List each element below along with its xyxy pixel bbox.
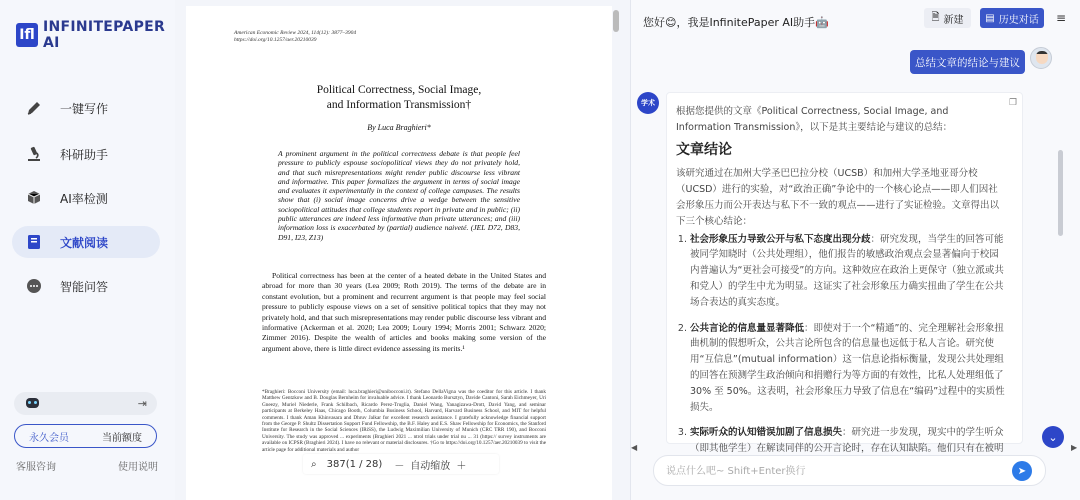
quota-label: 当前额度 [102,432,142,444]
sidebar-item-label: 一键写作 [60,101,109,116]
chat-icon [24,276,44,296]
robot-avatar-icon [26,398,39,408]
cube-icon [24,188,44,208]
paper-author: By Luca Braghieri* [367,123,431,132]
user-account-pill[interactable] [14,392,157,415]
page-indicator[interactable]: 387(1 / 28) [326,458,383,470]
user-message: 总结文章的结论与建议 [910,50,1025,74]
paper-title-line: and Information Transmission† [326,99,472,111]
logout-icon[interactable]: ⇥ [137,397,147,410]
send-button[interactable] [1012,461,1032,481]
search-icon[interactable]: ⌕ [311,458,317,470]
list-item-text: ：即使对于一个“精通”的、完全理解社会形象扭曲机制的假想听众，公共言论所包含的信息量也远低于私人言论。研究使用“互信息”(mutual information）这一信息论指标衡量，发现公共处理组的回答在预测学生政治倾向和捐赠行为等方面的有效性，比私人处理组低了 30% 至 50%。这表明，社会形象压力导致了信息在“编码”过程中的实质性损失。 [690,322,1005,413]
support-link[interactable]: 客服咨询 [16,462,56,473]
pdf-scrollbar[interactable] [613,10,619,32]
new-chat-label: 新建 [943,14,964,26]
conclusion-list [676,232,1006,473]
new-chat-button[interactable] [924,8,971,28]
zoom-select[interactable]: 自动缩放 [410,460,451,472]
sidebar-item-write[interactable] [12,92,160,124]
paper-title [186,83,612,113]
pen-icon [24,98,44,118]
history-button[interactable] [980,8,1044,28]
answer-intro: 根据您提供的文章《Political Correctness, Social Image, and Information Transmission》，以下是其主要结论与建议的总结： [676,106,953,133]
assistant-greeting: 您好😊，我是InfinitePaper AI助手🤖 [643,16,829,29]
list-item-title: 实际听众的认知错误加剧了信息损失 [690,427,843,439]
sidebar-item-literature[interactable] [12,226,160,258]
chat-scrollbar[interactable] [1058,150,1063,236]
paper-abstract: A prominent argument in the political correctness debate is that people feel pressure to publicly espouse sociopolitical views they do not privately hold, and that such misrepresentations might render public discourse less vibrant and informative. This paper formalizes the argument in terms of social image and evaluates it experimentally in the context of college campuses. The results show that (i) social image concerns drive a wedge between the sensitive sociopolitical attitudes that college students report in private and in public; (ii) public utterances are indeed less informative than private utterances; and (iii) information loss is exacerbated by (partial) audience naiveté. (JEL D72, D83, D91, I23, Z13) [278,149,520,242]
assistant-answer [666,92,1023,455]
list-item-title: 公共言论的信息量显著降低 [690,322,805,334]
list-item [690,321,1006,416]
bot-avatar: 学术 [637,92,659,114]
membership-badge[interactable] [14,424,157,448]
sidebar-item-research[interactable] [12,138,160,170]
answer-paragraph: 该研究通过在加州大学圣巴巴拉分校（UCSB）和加州大学圣地亚哥分校（UCSD）进行的实验，对“政治正确”争论中的一个核心论点——即人们因社会形象压力而公开表达与私下不一致的观点——进行了实证检验。文章得出以下三个核心结论： [676,168,1000,227]
chat-input-box [653,455,1046,486]
chat-panel [631,0,1080,500]
history-label: 历史对话 [998,14,1039,26]
journal-citation: American Economic Review 2024, 114(12): 3877–3904 [234,30,357,36]
zoom-in-button[interactable]: ＋ [456,460,467,472]
paper-footnote: *Braghieri: Bocconi University (email: luca.braghieri@unibocconi.it). Stefano DellaVigna was the coeditor for this article. I thank Matthew Gentzkow and B. Douglas Bernheim for invaluable advice. I thank Leonardo Bursztyn, Davide Cantoni, Sarah Eichmeyer, Uri Gneezy, Muriel Niederle, Frank Schilbach, Ricardo Perez-Truglia, Daniel Wang, Yanagizawa-Drott, David Yang, and seminar participants at Berkeley Haas, Chicago Booth, Columbia Business School, Harvard, Harvard Business School, and MIT for helpful comments. I thank Aman Khinvasara and Dhruv Jalkar for excellent research assistance. I gratefully acknowledge financial support from the George P. Shultz Dissertation Support Fund Fellowship, the B.F. Haley and E.S. Shaw Fellowship for Economics, the Stanford Institute for Research in the Social Sciences (IRiSS), the Ludwig Maximilian University of Munich (CRC TRR 190), and Bocconi University. The study was approved ... experiments (Braghieri 2021 ... ntrol trials under trial nu ... 31 (https:// survey instruments are available on ICPSR (Braghieri 2024). I have no relevant or material disclosures. †Go to https://doi.org/10.1257/aer.20210039 to visit the article page for additional materials and author [262,389,546,453]
pdf-page[interactable] [186,6,612,500]
scroll-left-icon[interactable]: ◀ [631,443,638,452]
paper-body: Political correctness has been at the center of a heated debate in the United States and abroad for more than 30 years (Lea 2009; Roth 2019). The terms of the debate are in constant evolution, but a prominent and recurrent argument is that people may feel social pressure to publicly espouse views on a set of sensitive political topics that they may not privately hold, and that such misrepresentations may render public discourse less vibrant and informative (Ackerman et al. 2020; Lea 2009; Loury 1994; Morris 2001; Schwarz 2020; Zimmer 2016). Despite the wealth of articles and books making some version of the argument above, there is little direct evidence assessing its merits.¹ [262,271,546,353]
sidebar [0,0,175,500]
sidebar-item-qa[interactable] [12,270,160,302]
menu-icon[interactable]: ≡ [1056,11,1067,25]
member-label: 永久会员 [29,432,69,444]
paper-title-line: Political Correctness, Social Image, [316,84,482,96]
sidebar-item-label: 科研助手 [60,147,109,162]
copy-icon[interactable]: ❐ [1009,98,1018,108]
microscope-icon [24,144,44,164]
answer-heading: 文章结论 [676,141,732,158]
sidebar-item-ai-detect[interactable] [12,182,160,214]
send-icon: ➤ [1017,465,1027,477]
chat-input[interactable] [666,462,996,480]
history-icon: ▤ [985,12,995,24]
scroll-right-icon[interactable]: ▶ [1071,443,1078,452]
sidebar-item-label: 文献阅读 [60,235,109,250]
list-item-text: ：研究发现，当学生的回答可能被同学知晓时（公共处理组），他们报告的敏感政治观点会显著偏向于校园内普遍认为“更社会可接受”的方向。这种效应在政治上更保守（独立派或共和党人）的学生中尤为明显。这证实了社会形象压力确实扭曲了学生在公共场合表达的真实态度。 [690,233,1004,308]
guide-link[interactable]: 使用说明 [118,462,158,473]
app-logo[interactable] [16,19,175,51]
journal-header [234,30,356,44]
app-name: INFINITEPAPER AI [43,19,166,51]
user-avatar [1030,47,1052,69]
sidebar-item-label: 智能问答 [60,279,109,294]
list-item-title: 社会形象压力导致公开与私下态度出现分歧 [690,233,871,245]
book-icon [24,232,44,252]
new-doc-icon: 🗎 [931,11,940,23]
journal-doi: https://doi.org/10.1257/aer.20210039 [234,37,317,43]
list-item-text: ：研究进一步发现，现实中的学生听众（即其他学生）在解读同伴的公开言论时，存在认知缺陷。他们只有在被明 [690,427,1004,455]
scroll-down-button[interactable]: ⌄ [1042,426,1064,448]
logo-mark: Ifl [16,23,38,47]
list-item [690,232,1006,311]
zoom-out-button[interactable]: － [394,460,405,472]
sidebar-item-label: AI率检测 [60,191,108,206]
pdf-toolbar [303,454,499,474]
